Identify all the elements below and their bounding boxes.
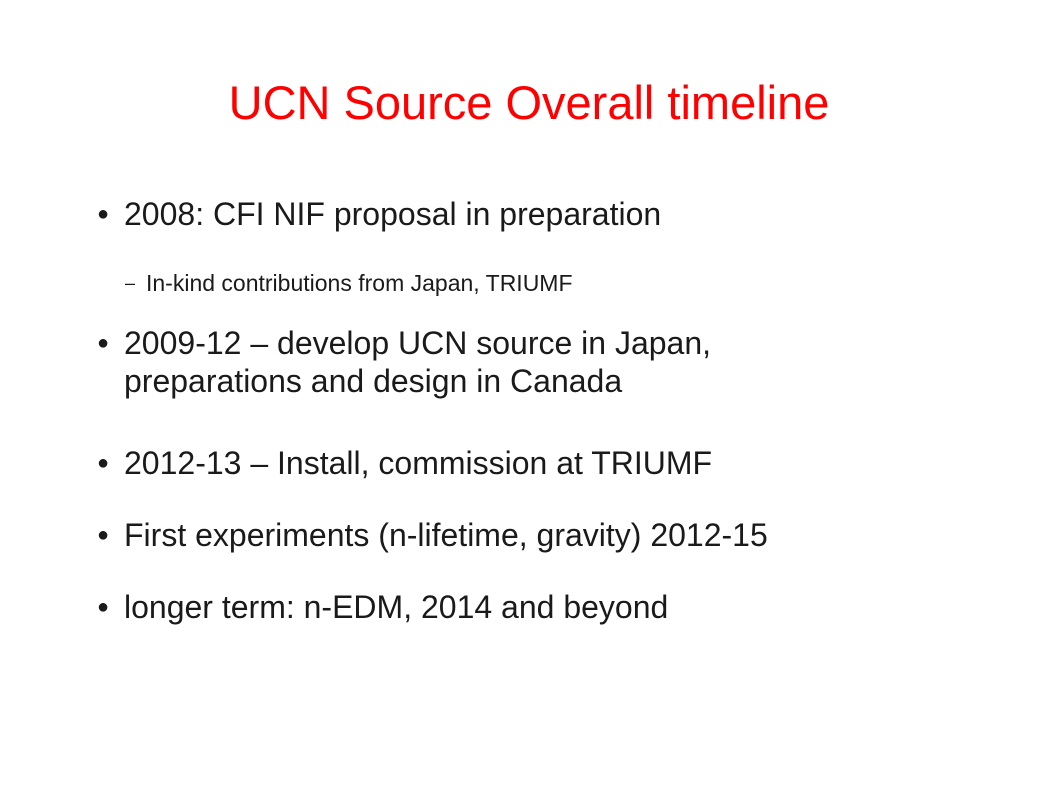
bullet-item <box>97 195 997 233</box>
bullet-icon: ● <box>97 332 110 354</box>
bullet-icon: ● <box>97 524 110 546</box>
bullet-icon: ● <box>97 596 110 618</box>
bullet-icon: ● <box>97 452 110 474</box>
bullet-text: longer term: n-EDM, 2014 and beyond <box>124 589 669 625</box>
bullet-text-line: 2009-12 – develop UCN source in Japan, <box>124 325 712 361</box>
bullet-text-line: preparations and design in Canada <box>124 363 623 399</box>
sub-bullet-item <box>125 268 985 298</box>
slide-title: UCN Source Overall timeline <box>228 76 830 129</box>
bullet-item <box>97 516 997 554</box>
bullet-text: 2008: CFI NIF proposal in preparation <box>124 196 662 232</box>
bullet-text: 2012-13 – Install, commission at TRIUMF <box>124 445 713 481</box>
bullet-item <box>97 588 997 626</box>
bullet-item <box>97 324 997 400</box>
bullet-icon: ● <box>97 203 110 225</box>
bullet-text: First experiments (n-lifetime, gravity) 2012-15 <box>124 517 768 553</box>
bullet-item <box>97 444 997 482</box>
dash-icon: – <box>125 273 136 293</box>
sub-bullet-text: In-kind contributions from Japan, TRIUMF <box>146 270 573 296</box>
